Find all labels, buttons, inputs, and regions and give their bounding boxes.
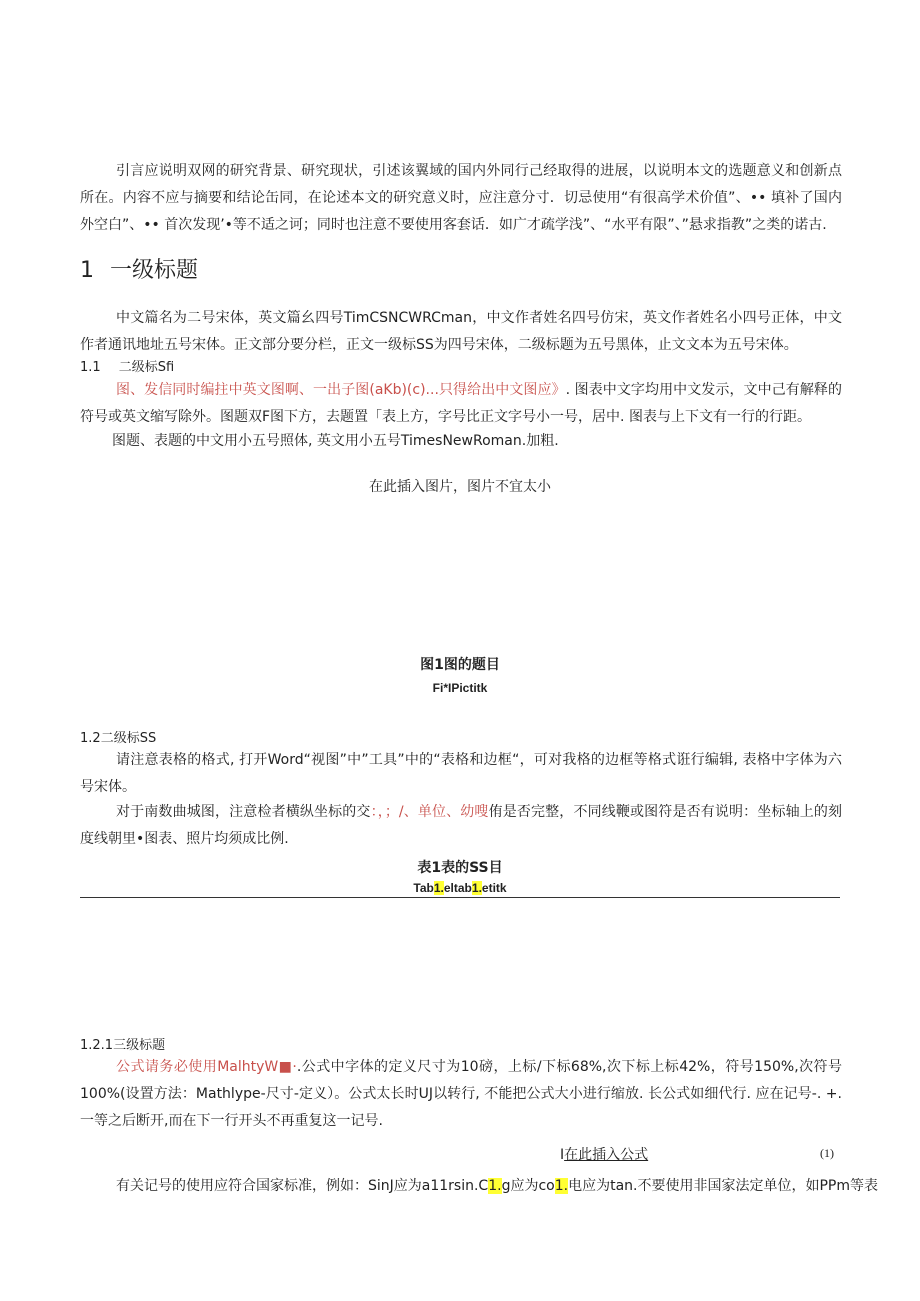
heading-1-1-title: 二级标Sfi [118,360,175,375]
heading-level-1 [80,254,198,288]
figure-caption-cn: 图1图的题目 [420,657,500,673]
heading-1-title: 一级标题 [110,258,199,283]
paragraph-7: 有关记号的使用应符合国家标准，例如：SinJ应为a11rsin.C1.g应为co1.电应为tan.不要使用非国家法定单位，如PPm等表 [116,1178,879,1194]
paragraph-6 [80,1054,842,1135]
heading-1-2-1 [80,1036,165,1056]
table-top-rule [80,897,840,898]
equation-placeholder [560,1144,648,1164]
paragraph-6-rest: .公式中字体的定义尺寸为10磅，上标/下标68%,次下标上标42%，符号150%,次符号100%(设置方法：Mathlype-尺寸-定义）。公式太长时UJ以转行, 不能把公式大小进行缩放. 长公式如细代行. 应在记号-. +. 一等之后断开,而在下一行开头不再重复这一记号. [80,1059,843,1129]
equation-prefix: I [560,1147,565,1163]
heading-1-1-number: 1.1 [80,360,101,375]
heading-1-2-number: 1.2 [80,731,101,746]
heading-1-2-1-number: 1.2.1 [80,1038,114,1053]
paragraph-4-text: 请注意表格的格式, 打开Word“视图”中”工具”中的“表格和边框“，可对我格的边框等格式诳行编辑, 表格中字体为六号宋体。 [80,752,842,795]
table-caption-en: Tab1.eltab1.etitk [413,881,507,895]
equation-number: (1) [820,1146,834,1160]
heading-1-2-title: 二级标SS [100,731,157,746]
paragraph-5 [80,799,842,853]
heading-1-1 [80,358,174,378]
figure-caption-en: Fi*IPictitk [432,681,488,695]
figure-placeholder: 在此插入图片，图片不宜太小 [369,479,551,495]
paragraph-5-red-text: ：，；/、单位、幼嗖 [370,804,489,820]
paragraph-1-text: 中文篇名为二号宋体，英文篇幺四号TimCSNCWRCman，中文作者姓名四号仿宋，英文作者姓名小四号正体，中文作者通讯地址五号宋体。正文部分要分栏，正文一级标SS为四号宋体，二级标题为五号黑体，止文文本为五号宋体。 [80,310,842,353]
heading-1-2 [80,729,156,749]
heading-1-2-1-title: 三级标题 [113,1038,166,1053]
intro-paragraph [80,158,842,239]
paragraph-5-start: 对于南数曲城图，注意检者横纵坐标的交 [116,804,371,820]
heading-1-number: 1 [80,258,94,283]
paragraph-4 [80,747,842,801]
paragraph-2-text: . 图表中文字均用中文发示，文中己有解释的符号或英文缩写除外。图题双F图下方，去题置「表上方，字号比正文字号小一号，居中. 图表与上下文有一行的行距。 [80,382,842,425]
paragraph-3-text: 图题、表题的中文用小五号照体, 英文用小五号TimesNewRoman.加粗. [112,433,559,449]
paragraph-2 [80,377,842,431]
equation-text: 在此插入公式 [564,1147,649,1163]
paragraph-5-rest: 侑是否完整，不同线鞭或图符是否有说明：坐标轴上的刻度线朝里•图表、照片均须成比例. [80,804,843,847]
paragraph-3 [80,428,842,455]
intro-text: 引言应说明双网的研究背景、研究现状，引述该翼域的国内外同行己经取得的进展，以说明本文的选题意义和创新点所在。内容不应与摘要和结论缶同，在论述本文的研究意义时，应注意分寸．切忌使用“有很高学术价值”、•• 填补了国内外空白”、•• 首次发现’•等不适之诃；同时也注意不要使用客套话．如广才疏学浅”、“水平有限”、”悬求指教”之类的诺古. [80,163,842,233]
table-caption-cn: 表1表的SS目 [417,860,503,876]
paragraph-6-red-text: 公式请务必使用MalhtyW■· [116,1059,297,1075]
paragraph-1 [80,305,842,359]
paragraph-2-red-text: 图、发信同时编拄中英文图啊、一出子图(aKb)(c)...只得给出中文图应》 [116,382,566,398]
